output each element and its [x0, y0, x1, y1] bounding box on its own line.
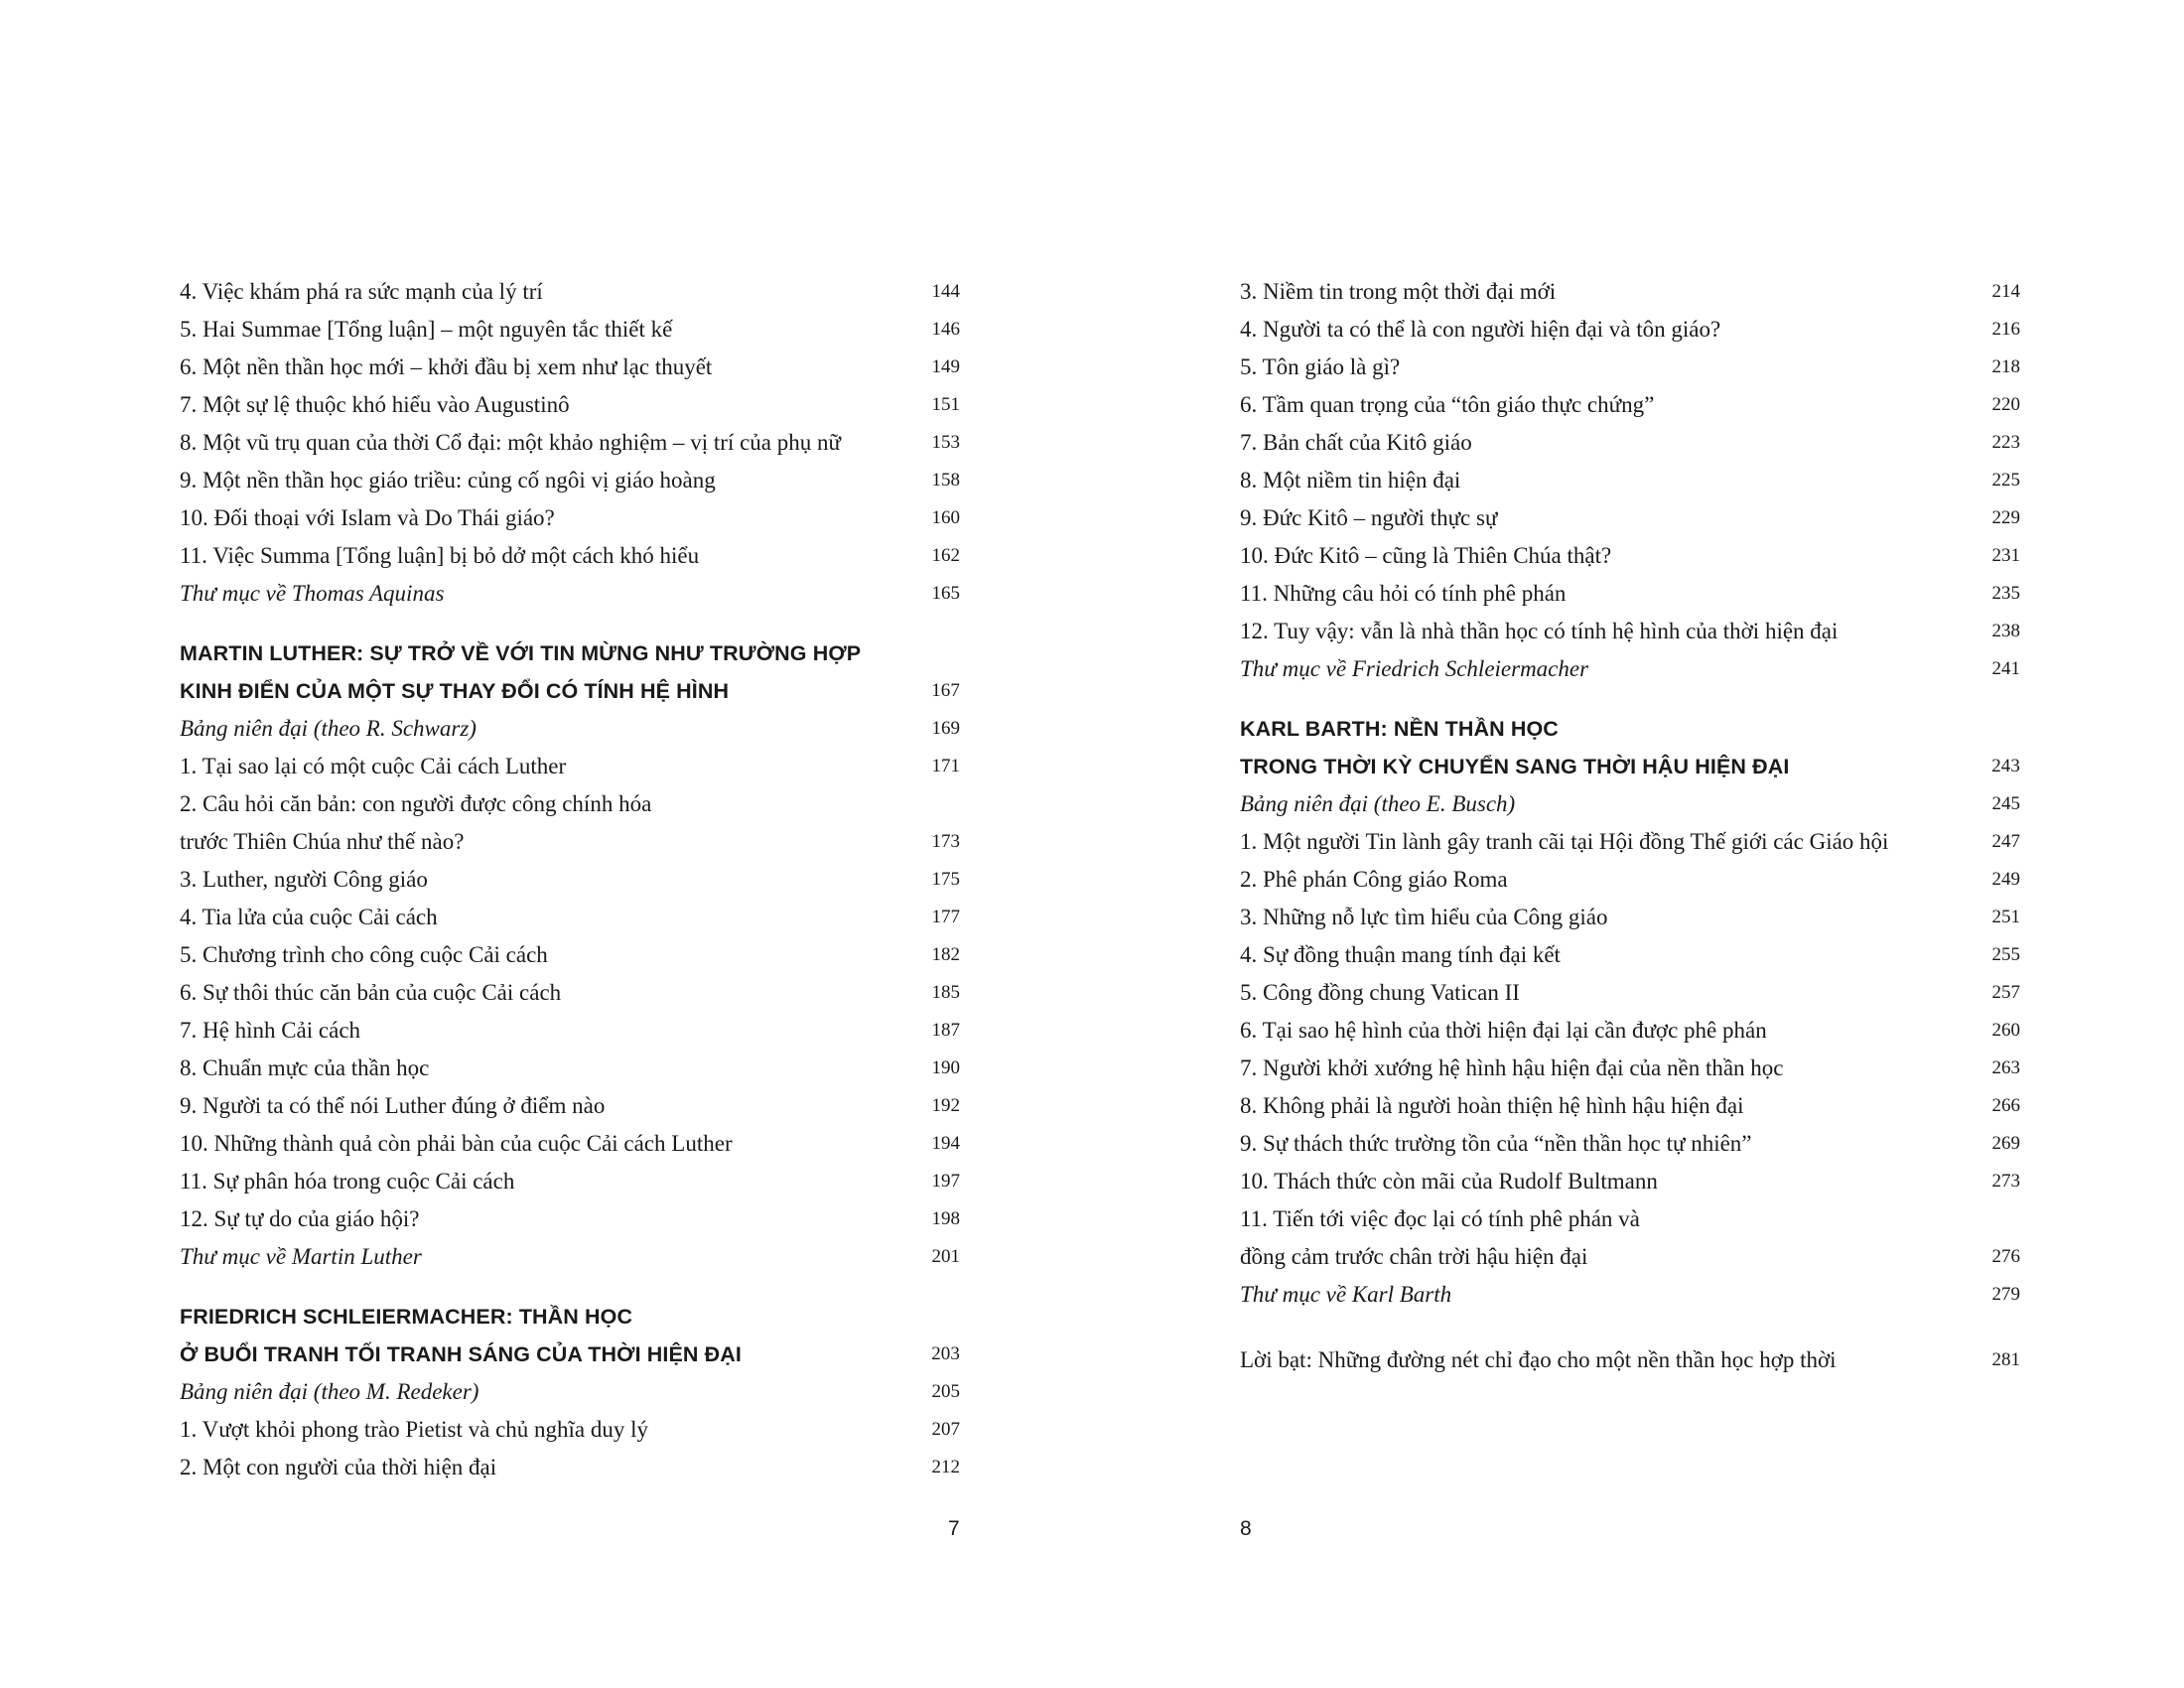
toc-entry-page: 214 [1991, 281, 2020, 302]
toc-entry-title: 1. Tại sao lại có một cuộc Cải cách Luther [180, 754, 567, 778]
toc-entry-page: 173 [931, 831, 960, 852]
toc-entry-page: 245 [1991, 793, 2020, 814]
toc-entry-page: 205 [931, 1381, 960, 1402]
toc-entry-page: 276 [1991, 1246, 2020, 1267]
toc-entry-page: 225 [1991, 470, 2020, 491]
toc-entry [1240, 386, 2020, 424]
chapter-heading-row [180, 1336, 960, 1373]
toc-entry-title: 4. Việc khám phá ra sức mạnh của lý trí [180, 279, 543, 304]
toc-entry-title: 6. Một nền thần học mới – khởi đầu bị xem như lạc thuyết [180, 354, 713, 379]
toc-entry-page: 269 [1991, 1133, 2020, 1154]
toc-entry [1240, 575, 2020, 613]
chapter-heading-row [180, 672, 960, 710]
toc-entry-title: 4. Sự đồng thuận mang tính đại kết [1240, 942, 1561, 967]
toc-entry [1240, 1087, 2020, 1125]
toc-entry-page: 158 [931, 470, 960, 491]
toc-entry-title: 2. Một con người của thời hiện đại [180, 1455, 497, 1479]
toc-entry-title: Thư mục về Thomas Aquinas [180, 581, 445, 606]
toc-chronology-entry [180, 710, 960, 748]
toc-entry-page: 175 [931, 869, 960, 890]
toc-entry-title: 11. Những câu hỏi có tính phê phán [1240, 581, 1567, 606]
toc-entry-title: 10. Đối thoại với Islam và Do Thái giáo? [180, 505, 555, 530]
toc-entry [1240, 861, 2020, 899]
toc-entry-title: 3. Luther, người Công giáo [180, 867, 428, 892]
toc-entry-title: 5. Công đồng chung Vatican II [1240, 980, 1520, 1005]
toc-entry-page: 201 [931, 1246, 960, 1267]
toc-entry-page: 247 [1991, 831, 2020, 852]
toc-entry [180, 424, 960, 462]
toc-entry-page: 151 [931, 394, 960, 415]
toc-entry-title: 12. Sự tự do của giáo hội? [180, 1206, 420, 1231]
toc-entry-page: 220 [1991, 394, 2020, 415]
toc-entry-page: 241 [1991, 658, 2020, 679]
toc-entry [1240, 899, 2020, 936]
toc-entry-title: Thư mục về Karl Barth [1240, 1282, 1452, 1307]
toc-entry-page: 197 [931, 1171, 960, 1192]
toc-entry [1240, 1238, 2020, 1276]
toc-entry [1240, 273, 2020, 311]
toc-entry [1240, 537, 2020, 575]
toc-entry-title: 10. Những thành quả còn phải bàn của cuộc Cải cách Luther [180, 1131, 733, 1156]
toc-entry-page: 273 [1991, 1171, 2020, 1192]
toc-entry-wrapped-line: 2. Câu hỏi căn bản: con người được công chính hóa [180, 791, 652, 816]
toc-entry [1240, 349, 2020, 386]
toc-entry [1240, 823, 2020, 861]
toc-entry [180, 499, 960, 537]
toc-entry [1240, 936, 2020, 974]
toc-entry-page: 198 [931, 1208, 960, 1229]
toc-entry [180, 1087, 960, 1125]
toc-entry-page: 144 [931, 281, 960, 302]
toc-entry-title: 7. Một sự lệ thuộc khó hiểu vào Augustinô [180, 392, 570, 417]
toc-bibliography-entry [180, 575, 960, 613]
toc-entry-title: 7. Hệ hình Cải cách [180, 1018, 361, 1043]
chapter-heading-line: FRIEDRICH SCHLEIERMACHER: THẦN HỌC [180, 1305, 633, 1329]
toc-entry [180, 537, 960, 575]
toc-entry-wrapped-line: 11. Tiến tới việc đọc lại có tính phê phán và [1240, 1206, 1640, 1231]
toc-entry [180, 1050, 960, 1087]
toc-entry-page: 169 [931, 718, 960, 739]
toc-entry-page: 194 [931, 1133, 960, 1154]
toc-list-barth [1240, 785, 2020, 1314]
toc-list-schleiermacher-cont [1240, 273, 2020, 688]
toc-entry [1240, 462, 2020, 499]
chapter-heading-line: KARL BARTH: NỀN THẦN HỌC [1240, 717, 1559, 741]
toc-entry-title: 11. Việc Summa [Tổng luận] bị bỏ dở một cách khó hiểu [180, 543, 700, 568]
toc-entry-title: 5. Chương trình cho công cuộc Cải cách [180, 942, 548, 967]
toc-chronology-entry [1240, 785, 2020, 823]
chapter-heading-row [1240, 748, 2020, 785]
toc-entry [1240, 974, 2020, 1012]
toc-entry-title: 10. Đức Kitô – cũng là Thiên Chúa thật? [1240, 543, 1612, 568]
toc-entry-title: đồng cảm trước chân trời hậu hiện đại [1240, 1244, 1588, 1269]
toc-entry-page: 218 [1991, 356, 2020, 377]
toc-entry [1240, 1125, 2020, 1163]
right-page [1240, 273, 2020, 1379]
toc-entry-title: 6. Sự thôi thúc căn bản của cuộc Cải cách [180, 980, 562, 1005]
toc-entry-title: 8. Một niềm tin hiện đại [1240, 468, 1461, 492]
toc-entry [180, 386, 960, 424]
toc-entry-page: 223 [1991, 432, 2020, 453]
toc-entry-page: 266 [1991, 1095, 2020, 1116]
toc-entry-page: 235 [1991, 583, 2020, 604]
toc-entry-title: 8. Một vũ trụ quan của thời Cổ đại: một khảo nghiệm – vị trí của phụ nữ [180, 430, 841, 455]
toc-entry-title: trước Thiên Chúa như thế nào? [180, 829, 465, 854]
chapter-heading-page: 243 [1991, 756, 2020, 776]
toc-entry-page: 149 [931, 356, 960, 377]
toc-chronology-entry [180, 1373, 960, 1411]
toc-entry [180, 311, 960, 349]
toc-entry-title: 6. Tầm quan trọng của “tôn giáo thực chứng” [1240, 392, 1655, 417]
toc-bibliography-entry [1240, 650, 2020, 688]
toc-entry-page: 207 [931, 1419, 960, 1440]
chapter-heading-page: 203 [931, 1343, 960, 1364]
toc-entry [1240, 424, 2020, 462]
page-number-left: 7 [948, 1517, 960, 1540]
toc-entry [180, 1411, 960, 1449]
toc-entry-title: 2. Phê phán Công giáo Roma [1240, 867, 1508, 892]
toc-entry-title: 6. Tại sao hệ hình của thời hiện đại lại cần được phê phán [1240, 1018, 1767, 1043]
chapter-heading-line: TRONG THỜI KỲ CHUYỂN SANG THỜI HẬU HIỆN ĐẠI [1240, 755, 1790, 778]
toc-entry [180, 349, 960, 386]
toc-entry [1240, 1012, 2020, 1050]
chapter-heading-line: Ở BUỔI TRANH TỐI TRANH SÁNG CỦA THỜI HIỆN ĐẠI [180, 1342, 742, 1366]
toc-entry-title: 4. Tia lửa của cuộc Cải cách [180, 905, 438, 929]
toc-entry-title: 1. Một người Tin lành gây tranh cãi tại Hội đồng Thế giới các Giáo hội [1240, 829, 1889, 854]
toc-entry-page: 216 [1991, 319, 2020, 340]
toc-entry-title: 10. Thách thức còn mãi của Rudolf Bultmann [1240, 1169, 1658, 1194]
toc-entry-page: 251 [1991, 907, 2020, 927]
toc-entry-title: 4. Người ta có thể là con người hiện đại và tôn giáo? [1240, 317, 1721, 342]
toc-entry [180, 1012, 960, 1050]
toc-entry-title: Thư mục về Martin Luther [180, 1244, 422, 1269]
toc-list-luther [180, 710, 960, 1276]
toc-entry-page: 249 [1991, 869, 2020, 890]
toc-entry-title: 9. Sự thách thức trường tồn của “nền thần học tự nhiên” [1240, 1131, 1752, 1156]
toc-entry-title: 9. Đức Kitô – người thực sự [1240, 505, 1498, 530]
toc-entry-title: 7. Bản chất của Kitô giáo [1240, 430, 1472, 455]
toc-entry-page: 281 [1991, 1349, 2020, 1370]
toc-entry-title: 8. Chuẩn mực của thần học [180, 1055, 430, 1080]
toc-entry-page: 257 [1991, 982, 2020, 1003]
toc-entry-title: 5. Tôn giáo là gì? [1240, 354, 1401, 379]
chapter-heading-page: 167 [931, 680, 960, 701]
toc-entry-page: 146 [931, 319, 960, 340]
toc-entry [1240, 499, 2020, 537]
left-page [180, 273, 960, 1486]
toc-entry-page: 162 [931, 545, 960, 566]
toc-entry [180, 823, 960, 861]
toc-entry-page: 182 [931, 944, 960, 965]
toc-entry-title: 11. Sự phân hóa trong cuộc Cải cách [180, 1169, 515, 1194]
toc-entry-page: 177 [931, 907, 960, 927]
toc-entry [180, 1200, 960, 1238]
toc-entry [180, 748, 960, 785]
toc-entry-page: 212 [931, 1457, 960, 1477]
toc-entry [1240, 1050, 2020, 1087]
toc-list-aquinas [180, 273, 960, 613]
toc-entry-page: 190 [931, 1057, 960, 1078]
toc-entry-page: 185 [931, 982, 960, 1003]
toc-bibliography-entry [1240, 1276, 2020, 1314]
toc-entry [180, 974, 960, 1012]
toc-entry-title: 12. Tuy vậy: vẫn là nhà thần học có tính hệ hình của thời hiện đại [1240, 619, 1839, 643]
toc-list-schleiermacher [180, 1373, 960, 1486]
toc-entry-page: 171 [931, 756, 960, 776]
toc-entry-page: 160 [931, 507, 960, 528]
toc-entry-page: 192 [931, 1095, 960, 1116]
page-number-right: 8 [1240, 1517, 1252, 1540]
chapter-heading-line: KINH ĐIỂN CỦA MỘT SỰ THAY ĐỔI CÓ TÍNH HỆ HÌNH [180, 679, 730, 703]
toc-entry-title: Lời bạt: Những đường nét chỉ đạo cho một nền thần học hợp thời [1240, 1347, 1837, 1372]
toc-entry-page: 260 [1991, 1020, 2020, 1041]
toc-entry [180, 899, 960, 936]
toc-entry-title: 5. Hai Summae [Tổng luận] – một nguyên tắc thiết kế [180, 317, 673, 342]
toc-entry [180, 273, 960, 311]
chapter-heading-schleiermacher [180, 1298, 960, 1373]
toc-entry-page: 263 [1991, 1057, 2020, 1078]
toc-entry-title: 9. Một nền thần học giáo triều: củng cố ngôi vị giáo hoàng [180, 468, 716, 492]
toc-entry-title: Thư mục về Friedrich Schleiermacher [1240, 656, 1589, 681]
toc-entry [180, 1125, 960, 1163]
toc-entry-title: Bảng niên đại (theo R. Schwarz) [180, 716, 477, 741]
toc-entry-page: 279 [1991, 1284, 2020, 1305]
toc-entry-page: 229 [1991, 507, 2020, 528]
toc-entry [180, 936, 960, 974]
toc-entry [180, 1163, 960, 1200]
toc-entry-title: 7. Người khởi xướng hệ hình hậu hiện đại của nền thần học [1240, 1055, 1784, 1080]
toc-entry-title: Bảng niên đại (theo M. Redeker) [180, 1379, 479, 1404]
toc-entry-title: 1. Vượt khỏi phong trào Pietist và chủ nghĩa duy lý [180, 1417, 649, 1442]
toc-entry-title: Bảng niên đại (theo E. Busch) [1240, 791, 1516, 816]
toc-entry [180, 861, 960, 899]
toc-entry-page: 153 [931, 432, 960, 453]
toc-entry [180, 462, 960, 499]
toc-entry-page: 165 [931, 583, 960, 604]
toc-entry [1240, 1163, 2020, 1200]
toc-entry-title: 3. Niềm tin trong một thời đại mới [1240, 279, 1557, 304]
toc-entry-title: 9. Người ta có thể nói Luther đúng ở điểm nào [180, 1093, 606, 1118]
toc-entry-title: 8. Không phải là người hoàn thiện hệ hình hậu hiện đại [1240, 1093, 1744, 1118]
toc-entry-page: 231 [1991, 545, 2020, 566]
toc-entry [180, 1449, 960, 1486]
toc-entry-page: 187 [931, 1020, 960, 1041]
chapter-heading-line: MARTIN LUTHER: SỰ TRỞ VỀ VỚI TIN MỪNG NHƯ TRƯỜNG HỢP [180, 641, 862, 665]
toc-entry-title: 3. Những nỗ lực tìm hiểu của Công giáo [1240, 905, 1608, 929]
toc-entry-page: 255 [1991, 944, 2020, 965]
toc-bibliography-entry [180, 1238, 960, 1276]
toc-entry-page: 238 [1991, 621, 2020, 641]
toc-entry [1240, 613, 2020, 650]
toc-epilogue-entry [1240, 1341, 2020, 1379]
chapter-heading-luther [180, 634, 960, 710]
chapter-heading-barth [1240, 710, 2020, 785]
toc-entry [1240, 311, 2020, 349]
